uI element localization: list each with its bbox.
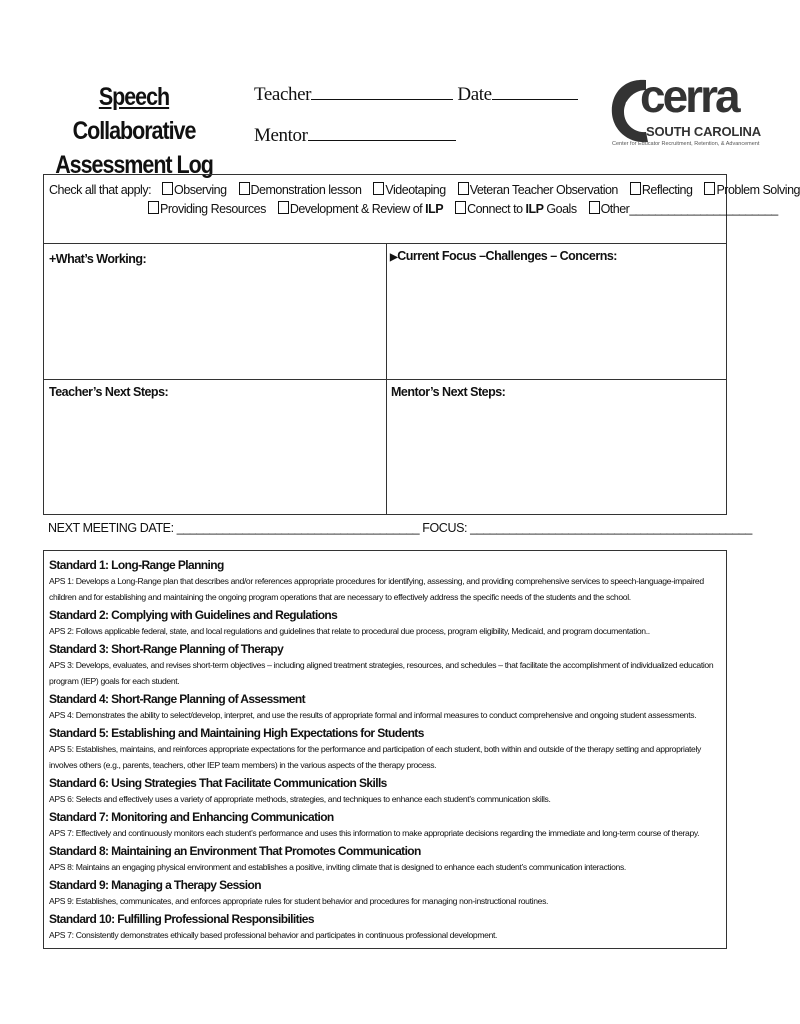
checkbox[interactable] <box>239 182 250 195</box>
standard-1 <box>49 558 720 605</box>
divider <box>44 379 726 380</box>
option-videotaping[interactable] <box>373 183 445 197</box>
option-veteran-teacher-observation[interactable] <box>458 183 618 197</box>
option-providing-resources[interactable] <box>148 202 266 216</box>
standard-description: APS 8: Maintains an engaging physical environment and establishes a positive, inviting climate that is designed to enhance each student’s communication interactions. <box>49 862 626 872</box>
option-label: Reflecting <box>641 183 693 197</box>
standard-title: Standard 2: Complying with Guidelines and Regulations <box>49 608 338 622</box>
teachers-next-steps-label: Teacher’s Next Steps: <box>49 385 169 399</box>
activity-checklist <box>43 174 800 244</box>
standard-description: APS 1: Develops a Long-Range plan that describes and/or references appropriate procedures for identifying, assessing, and providing comprehensive services to speech-language-impaired children and for establishing and maintaining the ongoing program operations that are necessary to effectively address the specific needs of the students and the school. <box>49 576 704 602</box>
standard-title: Standard 3: Short-Range Planning of Therapy <box>49 642 284 656</box>
current-focus-label <box>390 249 617 263</box>
date-label: Date <box>457 84 492 105</box>
option-development-review-ilp[interactable] <box>278 202 443 216</box>
standard-10 <box>49 912 720 943</box>
checkbox[interactable] <box>589 201 600 214</box>
checklist-label: Check all that apply: <box>49 183 152 197</box>
standard-title: Standard 5: Establishing and Maintaining High Expectations for Students <box>49 726 424 740</box>
title-line1-rest: Collaborative <box>72 117 196 145</box>
current-focus-text: Current Focus –Challenges – Concerns: <box>397 249 617 263</box>
date-field[interactable] <box>492 85 578 100</box>
logo-tagline: Center for Educator Recruitment, Retention, & Advancement <box>612 141 760 147</box>
standard-title: Standard 8: Maintaining an Environment That Promotes Communication <box>49 844 421 858</box>
standard-4 <box>49 692 720 723</box>
current-focus-field[interactable] <box>390 270 724 376</box>
triangle-right-icon: ▶ <box>390 252 398 263</box>
standard-title: Standard 1: Long-Range Planning <box>49 558 224 572</box>
checklist-row-1 <box>49 182 800 197</box>
option-label: Development & Review of <box>289 202 426 216</box>
standard-title: Standard 4: Short-Range Planning of Assessment <box>49 692 306 706</box>
standard-title: Standard 6: Using Strategies That Facilitate Communication Skills <box>49 776 387 790</box>
standard-2 <box>49 608 720 639</box>
standard-title: Standard 7: Monitoring and Enhancing Communication <box>49 810 334 824</box>
standard-description: APS 6: Selects and effectively uses a variety of appropriate methods, strategies, and techniques to enhance each student’s communication skills. <box>49 794 551 804</box>
logo-subtitle: SOUTH CAROLINA <box>646 124 761 139</box>
checkbox[interactable] <box>148 201 159 214</box>
checkbox[interactable] <box>278 201 289 214</box>
standard-description: APS 5: Establishes, maintains, and reinforces appropriate expectations for the performance and participation of each student, both within and outside of the therapy setting and appropriately involves others (e.g., parents, teachers, other IEP team members) in the various aspects of the therapy process. <box>49 744 701 770</box>
whats-working-field[interactable] <box>46 270 382 376</box>
option-connect-to-ilp-goals[interactable] <box>455 202 577 216</box>
option-label: Observing <box>174 183 227 197</box>
option-observing[interactable] <box>162 183 226 197</box>
mentors-next-steps-field[interactable] <box>390 404 724 512</box>
option-label-bold: ILP <box>525 202 544 216</box>
next-meeting-line[interactable]: NEXT MEETING DATE: _____________________________________ FOCUS: ___________________________________________ <box>48 521 752 535</box>
standard-7 <box>49 810 720 841</box>
standard-description: APS 2: Follows applicable federal, state, and local regulations and guidelines that relate to procedural due process, program eligibility, Medicaid, and program documentation.. <box>49 626 650 636</box>
form-title <box>48 80 220 182</box>
option-other[interactable] <box>589 202 778 216</box>
standard-title: Standard 9: Managing a Therapy Session <box>49 878 261 892</box>
other-field[interactable]: _______________________ <box>629 202 778 216</box>
mentor-line <box>254 125 456 147</box>
standards-list <box>43 550 727 949</box>
standard-description: APS 9: Establishes, communicates, and enforces appropriate rules for student behavior and procedures for managing non-instructional routines. <box>49 896 549 906</box>
checkbox[interactable] <box>630 182 641 195</box>
standard-description: APS 7: Effectively and continuously monitors each student’s performance and uses this information to make appropriate decisions regarding the immediate and long-term course of therapy. <box>49 828 700 838</box>
option-label: Other <box>600 202 630 216</box>
title-underlined-word: Speech <box>98 83 170 111</box>
standard-5 <box>49 726 720 773</box>
standard-title: Standard 10: Fulfilling Professional Responsibilities <box>49 912 314 926</box>
standard-3 <box>49 642 720 689</box>
option-label: Veteran Teacher Observation <box>469 183 618 197</box>
option-demonstration-lesson[interactable] <box>239 183 362 197</box>
teacher-field[interactable] <box>311 85 453 100</box>
mentor-field[interactable] <box>308 126 456 141</box>
standard-9 <box>49 878 720 909</box>
option-label-bold: ILP <box>425 202 444 216</box>
whats-working-label: +What’s Working: <box>49 252 147 266</box>
teacher-date-line <box>254 84 578 106</box>
checkbox[interactable] <box>704 182 715 195</box>
mentors-next-steps-label: Mentor’s Next Steps: <box>391 385 506 399</box>
option-label: Videotaping <box>385 183 446 197</box>
option-problem-solving[interactable] <box>704 183 800 197</box>
standard-8 <box>49 844 720 875</box>
teachers-next-steps-field[interactable] <box>46 404 382 512</box>
option-label: Problem Solving <box>716 183 800 197</box>
standard-description: APS 7: Consistently demonstrates ethically based professional behavior and participates in continuous professional development. <box>49 930 498 940</box>
standard-6 <box>49 776 720 807</box>
checkbox[interactable] <box>373 182 384 195</box>
mentor-label: Mentor <box>254 125 308 146</box>
checkbox[interactable] <box>162 182 173 195</box>
option-reflecting[interactable] <box>630 183 693 197</box>
title-line2: Assessment Log <box>55 151 213 179</box>
teacher-label: Teacher <box>254 84 312 105</box>
standard-description: APS 4: Demonstrates the ability to select/develop, interpret, and use the results of appropriate formal and informal measures to conduct comprehensive and ongoing student assessments. <box>49 710 697 720</box>
option-label: Demonstration lesson <box>250 183 362 197</box>
checkbox[interactable] <box>455 201 466 214</box>
option-label: Providing Resources <box>160 202 266 216</box>
option-label-suffix: Goals <box>543 202 577 216</box>
notes-grid <box>43 243 727 515</box>
option-label: Connect to <box>467 202 526 216</box>
checklist-row-2 <box>148 201 778 216</box>
standard-description: APS 3: Develops, evaluates, and revises short-term objectives – including aligned treatment strategies, resources, and schedules – that facilitate the accomplishment of individualized education program (IEP) goals for each student. <box>49 660 714 686</box>
logo-word: cerra <box>640 70 738 122</box>
checkbox[interactable] <box>458 182 469 195</box>
